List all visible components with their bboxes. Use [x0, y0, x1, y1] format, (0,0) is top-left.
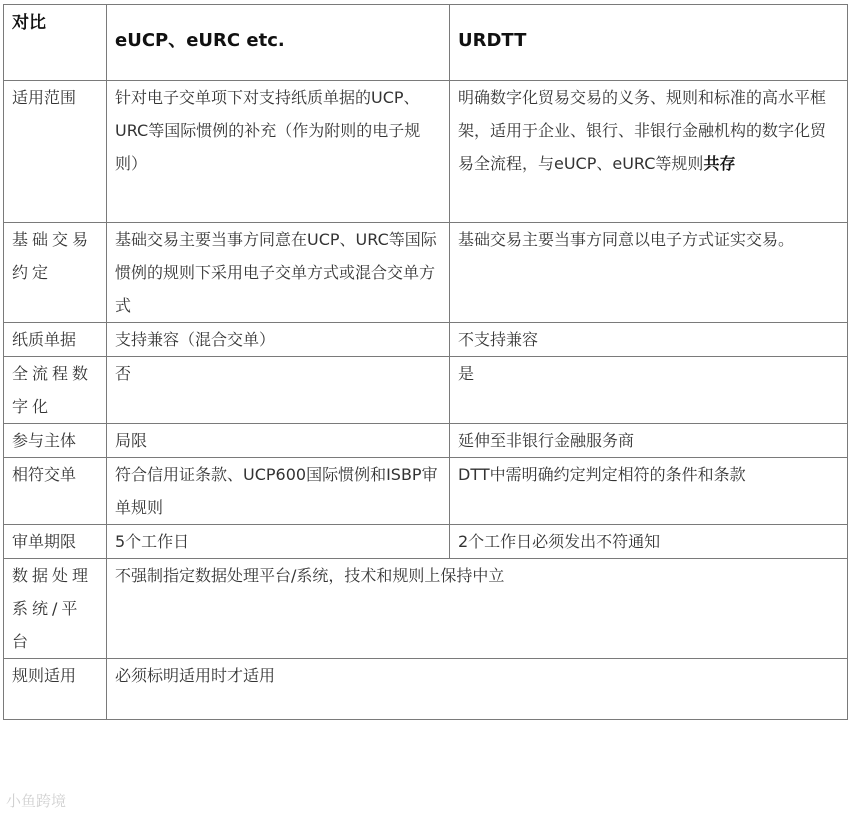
- table-row-participants: [4, 424, 848, 458]
- cell-eucp: 基础交易主要当事方同意在UCP、URC等国际惯例的规则下采用电子交单方式或混合交单方式: [107, 223, 450, 323]
- cell-urdtt: 延伸至非银行金融服务商: [450, 424, 848, 458]
- watermark: 小鱼跨境: [6, 792, 67, 810]
- row-label: 适用范围: [4, 81, 107, 223]
- row-label: 数据处理系统/平台: [4, 559, 107, 659]
- table-row-complying-presentation: [4, 458, 848, 525]
- cell-urdtt: 是: [450, 357, 848, 424]
- cell-merged: 不强制指定数据处理平台/系统，技术和规则上保持中立: [107, 559, 848, 659]
- table-row-data-platform: [4, 559, 848, 659]
- header-col-eucp: eUCP、eURC etc.: [107, 5, 450, 81]
- row-label: 参与主体: [4, 424, 107, 458]
- cell-merged: 必须标明适用时才适用: [107, 659, 848, 720]
- table-row-full-digitization: [4, 357, 848, 424]
- cell-urdtt-emphasis: 共存: [703, 154, 736, 173]
- row-label: 相符交单: [4, 458, 107, 525]
- table-row-paper-documents: [4, 323, 848, 357]
- cell-urdtt: 不支持兼容: [450, 323, 848, 357]
- header-corner-cell: 对比: [4, 5, 107, 81]
- cell-urdtt-text: 明确数字化贸易交易的义务、规则和标准的高水平框架，适用于企业、银行、非银行金融机构的数字化贸易全流程，与eUCP、eURC等规则: [458, 88, 827, 173]
- table-row-rule-application: [4, 659, 848, 720]
- cell-eucp: 符合信用证条款、UCP600国际惯例和ISBP审单规则: [107, 458, 450, 525]
- comparison-table: [3, 4, 848, 720]
- cell-urdtt: [450, 81, 848, 223]
- table-row-scope: [4, 81, 848, 223]
- row-label: 规则适用: [4, 659, 107, 720]
- cell-eucp: 针对电子交单项下对支持纸质单据的UCP、URC等国际惯例的补充（作为附则的电子规则）: [107, 81, 450, 223]
- row-label: 基础交易约定: [4, 223, 107, 323]
- cell-eucp: 否: [107, 357, 450, 424]
- row-label: 审单期限: [4, 525, 107, 559]
- table-row-underlying-agreement: [4, 223, 848, 323]
- cell-eucp: 支持兼容（混合交单）: [107, 323, 450, 357]
- table-row-examination-period: [4, 525, 848, 559]
- row-label: 纸质单据: [4, 323, 107, 357]
- header-col-urdtt: URDTT: [450, 5, 848, 81]
- cell-urdtt: 2个工作日必须发出不符通知: [450, 525, 848, 559]
- cell-urdtt: DTT中需明确约定判定相符的条件和条款: [450, 458, 848, 525]
- cell-urdtt: 基础交易主要当事方同意以电子方式证实交易。: [450, 223, 848, 323]
- cell-eucp: 5个工作日: [107, 525, 450, 559]
- cell-eucp: 局限: [107, 424, 450, 458]
- row-label: 全流程数字化: [4, 357, 107, 424]
- table-header-row: [4, 5, 848, 81]
